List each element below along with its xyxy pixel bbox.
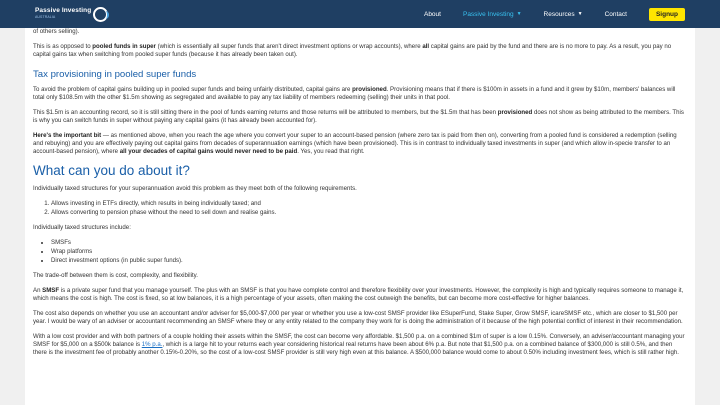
text: does not show as being attributed to the members. This is why you can switch funds in super without paying any capital gains (it has already been accounted for). xyxy=(33,109,684,125)
bold-text: all xyxy=(422,42,430,50)
text: . Provisioning means that if there is $100m in assets in a fund and it grew by $10m, members' balances will total only $108.5m with the other $1.5m showing as segregated and available to pay any tax liability of members redeeming (selling) their units in that pool. xyxy=(33,86,676,102)
logo-line1: Passive xyxy=(35,7,60,14)
logo-ring-icon xyxy=(93,7,108,22)
paragraph-accounting xyxy=(33,109,687,125)
nav-passive-investing[interactable] xyxy=(463,11,522,18)
nav-links xyxy=(424,0,720,28)
text: With a low cost provider and with both partners of a couple holding their assets within the SMSF, the cost can become very affordable. $1,500 p.a. on a combined $1m of super is a low 0.15%. Conversely, an adviser/accountant managing your SMSF for $5,000 on a $500k balance is xyxy=(33,332,685,349)
requirements-list xyxy=(51,200,687,217)
bold-text: provisioned xyxy=(497,109,533,117)
bold-text: provisioned xyxy=(352,86,387,94)
list-item: 2. Allows converting to pension phase without the need to sell down and realise gains. xyxy=(51,209,687,217)
paragraph-cost: The cost also depends on whether you use an accountant and/or adviser for $5,000-$7,000 per year or whether you use a low-cost SMSF provider like ESuperFund, Stake Super, Grow SMSF, icareSMSF etc., which are closer to $1,500 per year. I would be wary of an adviser or accountant recommending an SMSF where they or any entity related to the company they work for is doing the administration of it because of the high potential conflict of interest in their recommendation. xyxy=(33,310,683,326)
paragraph-low-cost xyxy=(33,333,687,358)
text: — as mentioned above, when you reach the age where you convert your super to an account-based pension (where zero tax is paid from then on), converting from a pooled fund is considered a redemption (selling and rebuying) and you are effectively paying out capital gains from decades of superannuation earnings (which have been provisioned). This is in contrast to individually taxed investments in super (and which allow in-specie transfer to an account-based pension), where xyxy=(33,131,677,156)
bold-text: Here's the important bit xyxy=(33,131,102,139)
bold-text: all your decades of capital gains would never need to be paid xyxy=(119,148,298,156)
paragraph-provisioning xyxy=(33,86,687,102)
paragraph-trade-off: The trade-off between them is cost, complexity, and flexibility. xyxy=(33,272,198,280)
text: This $1.5m is an accounting record, so it is still sitting there in the pool of funds earning returns and those returns will be attributed to members, but the $1.5m that has been xyxy=(33,109,498,117)
nav-passive-investing-label: Passive Investing xyxy=(462,10,514,18)
text: . Yes, you read that right. xyxy=(297,148,365,156)
text: An xyxy=(33,287,43,295)
bold-text: SMSF xyxy=(42,287,60,295)
text: To avoid the problem of capital gains building up in pooled super funds and being unfairly distributed, capital gains are xyxy=(33,86,353,94)
logo-line2: Investing xyxy=(61,7,92,14)
nav-resources[interactable] xyxy=(544,11,583,18)
list-item: 1. Allows investing in ETFs directly, which results in being individually taxed; and xyxy=(51,200,687,208)
structures-list xyxy=(51,239,687,266)
text: is a private super fund that you manage yourself. The plus with an SMSF is that you have complete control and therefore flexibility over your investments. However, the complexity is high and typically requires someone to manage it, which means the cost is high. The cost is fixed, so at low balances, it is a high percentage of your assets, often making the cost outweigh the benefits, but can become more cost-effective for higher balances. xyxy=(33,287,684,303)
heading-tax-provisioning: Tax provisioning in pooled super funds xyxy=(33,69,197,81)
paragraph-structures-include: Individually taxed structures include: xyxy=(33,224,131,232)
list-item: • Wrap platforms xyxy=(51,248,687,256)
paragraph-pooled xyxy=(33,43,687,59)
paragraph-smsf xyxy=(33,287,687,303)
nav-contact[interactable]: Contact xyxy=(604,10,627,18)
chevron-down-icon: ▼ xyxy=(577,10,583,17)
text: This is as opposed to xyxy=(33,42,93,50)
signup-button[interactable]: Signup xyxy=(649,8,685,21)
article-content xyxy=(25,28,695,405)
list-item: • Direct investment options (in public super funds). xyxy=(51,257,687,265)
paragraph-important xyxy=(33,132,687,157)
logo-wordmark xyxy=(35,7,91,21)
chevron-down-icon: ▼ xyxy=(516,10,522,17)
top-navbar xyxy=(0,0,720,28)
nav-about[interactable]: About xyxy=(423,10,441,18)
paragraph-top-cut: of others selling). xyxy=(33,28,80,35)
nav-resources-label: Resources xyxy=(543,10,575,18)
site-logo[interactable] xyxy=(35,4,108,24)
list-item: • SMSFs xyxy=(51,239,687,247)
bold-text: pooled funds in super xyxy=(92,42,156,50)
fee-link[interactable]: 1% p.a. xyxy=(141,341,163,349)
text: , which is a large hit to your returns each year considering historical real returns have been about 6% p.a. But note that $1,500 p.a. on a combined balance of $300,000 is still 0.5%, and then there is the investment fee of probably another 0.15%-0.20%, so the cost of a low-cost SMSF provider is still very high even at this balance. A $500,000 balance would come to about 0.50% including investment fees, which is still rather high. xyxy=(33,341,679,357)
text: (which is essentially all super funds that aren't direct investment options or wrap accounts), where xyxy=(155,42,423,50)
logo-tagline: AUSTRALIA xyxy=(35,15,56,19)
paragraph-individually-taxed: Individually taxed structures for your superannuation avoid this problem as they meet both of the following requirements. xyxy=(33,185,357,193)
text: capital gains are paid by the fund and there are is no more to pay. As a result, you pay no capital gains tax when switching from pooled super funds (because it has already been taken out). xyxy=(33,42,672,58)
heading-what-can-you-do: What can you do about it? xyxy=(33,163,190,179)
